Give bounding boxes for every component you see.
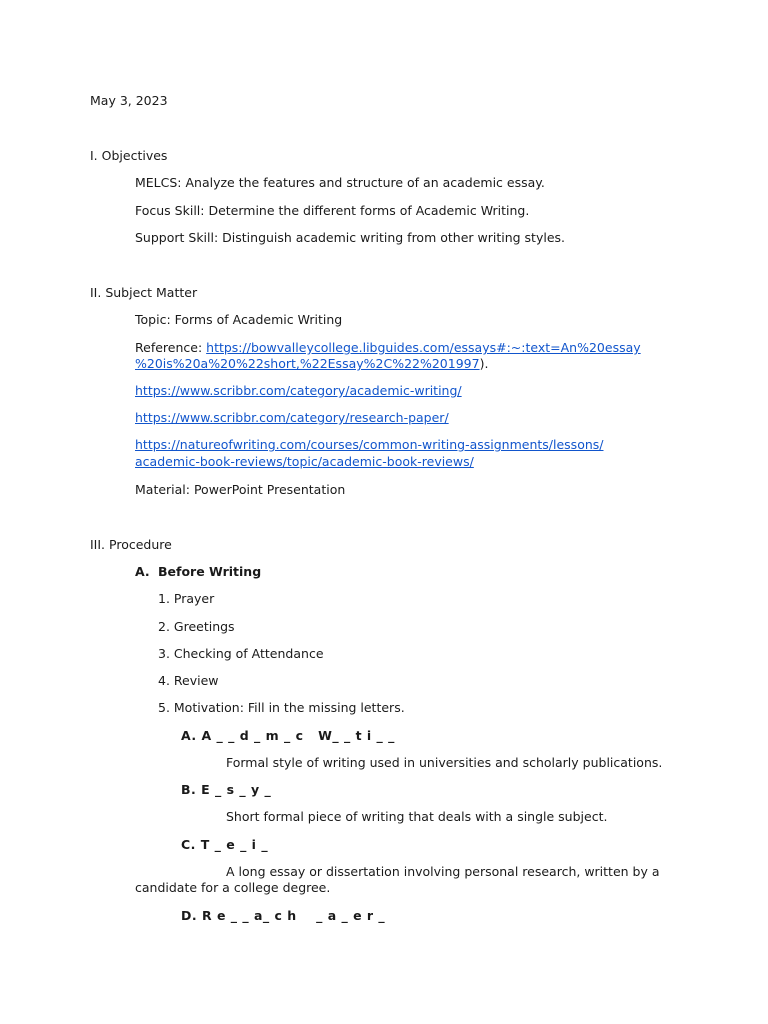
reference-suffix: ). xyxy=(479,356,489,371)
reference-item xyxy=(135,437,604,453)
reference-link-bowvalley[interactable]: https://bowvalleycollege.libguides.com/essays#:~:text=An%20essay xyxy=(206,340,641,355)
puzzle-label: A. A _ _ d _ m _ c W_ _ t i _ _ xyxy=(181,728,395,743)
section-a-title: Before Writing xyxy=(158,564,262,579)
reference-link-scribbr-research[interactable]: https://www.scribbr.com/category/research-paper/ xyxy=(135,410,449,425)
puzzle-label: D. R e _ _ a_ c h _ a _ e r _ xyxy=(181,908,386,923)
reference-line-continued xyxy=(135,356,488,372)
reference-line xyxy=(135,340,641,356)
objective-support-skill: Support Skill: Distinguish academic writing from other writing styles. xyxy=(135,230,565,245)
procedure-step: 4. Review xyxy=(158,673,219,688)
procedure-step: 5. Motivation: Fill in the missing letters. xyxy=(158,700,405,715)
document-date: May 3, 2023 xyxy=(90,93,168,108)
reference-link-natureofwriting-continued[interactable]: academic-book-reviews/topic/academic-book-reviews/ xyxy=(135,454,474,469)
puzzle-definition: Short formal piece of writing that deals with a single subject. xyxy=(226,809,608,824)
subject-topic: Topic: Forms of Academic Writing xyxy=(135,312,343,327)
procedure-heading: III. Procedure xyxy=(90,537,172,552)
procedure-step: 2. Greetings xyxy=(158,619,235,634)
reference-item xyxy=(135,383,462,399)
reference-item xyxy=(135,410,449,426)
reference-label: Reference: xyxy=(135,340,207,355)
objective-melcs: MELCS: Analyze the features and structure of an academic essay. xyxy=(135,175,545,190)
puzzle-definition: A long essay or dissertation involving personal research, written by a xyxy=(226,864,660,879)
procedure-step: 3. Checking of Attendance xyxy=(158,646,324,661)
objective-focus-skill: Focus Skill: Determine the different forms of Academic Writing. xyxy=(135,203,530,218)
reference-link-bowvalley-continued[interactable]: %20is%20a%20%22short,%22Essay%2C%22%201997 xyxy=(135,356,480,371)
section-a-marker: A. xyxy=(135,564,150,579)
reference-link-scribbr-academic[interactable]: https://www.scribbr.com/category/academic-writing/ xyxy=(135,383,462,398)
reference-item xyxy=(135,454,474,470)
puzzle-label: C. T _ e _ i _ xyxy=(181,837,269,852)
objectives-heading: I. Objectives xyxy=(90,148,168,163)
puzzle-definition-continued: candidate for a college degree. xyxy=(135,880,331,895)
reference-link-natureofwriting[interactable]: https://natureofwriting.com/courses/common-writing-assignments/lessons/ xyxy=(135,437,604,452)
puzzle-definition: Formal style of writing used in universities and scholarly publications. xyxy=(226,755,663,770)
subject-material: Material: PowerPoint Presentation xyxy=(135,482,346,497)
puzzle-label: B. E _ s _ y _ xyxy=(181,782,272,797)
subject-matter-heading: II. Subject Matter xyxy=(90,285,198,300)
procedure-step: 1. Prayer xyxy=(158,591,215,606)
